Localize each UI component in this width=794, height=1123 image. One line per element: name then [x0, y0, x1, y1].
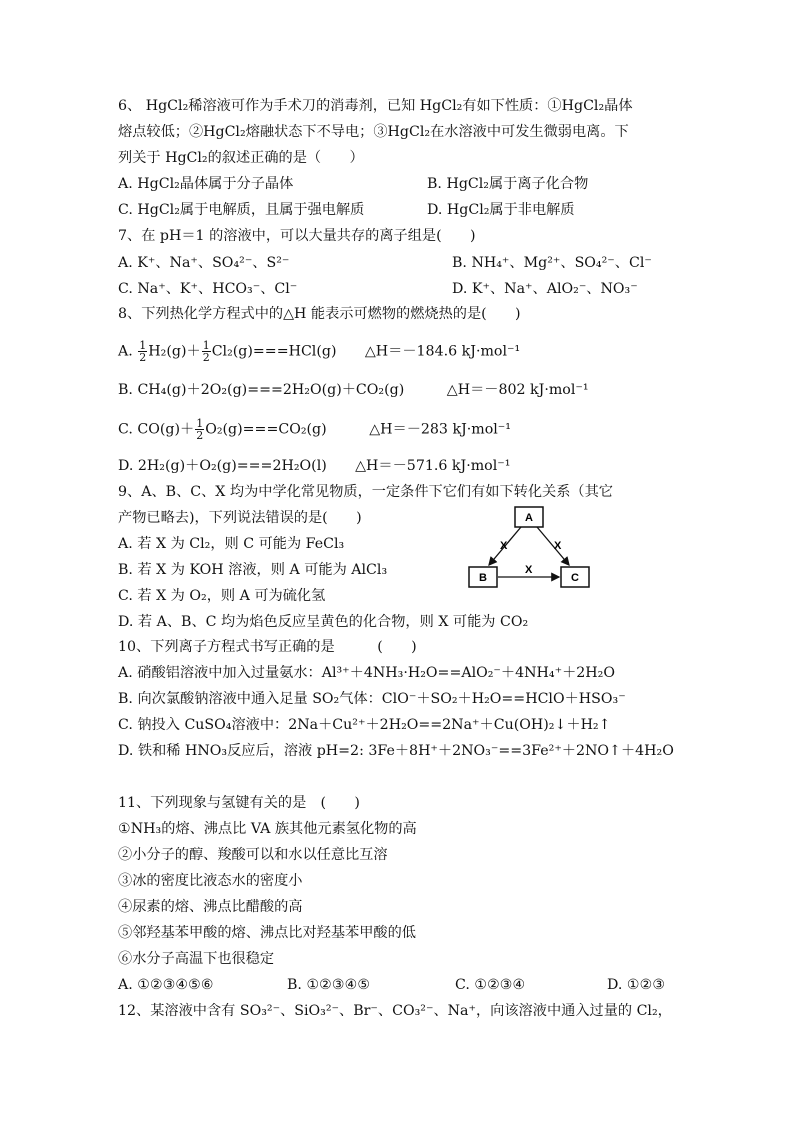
q11-item-3: ③冰的密度比液态水的密度小: [118, 873, 303, 889]
q8-c-part1: C. CO(g)＋: [118, 421, 195, 438]
q11-item-2: ②小分子的醇、羧酸可以和水以任意比互溶: [118, 847, 388, 863]
q7-option-c: C. Na⁺、K⁺、HCO₃⁻、Cl⁻: [118, 281, 298, 297]
q8-a-part2: Cl₂(g)===HCl(g) △H＝－184.6 kJ·mol⁻¹: [211, 343, 521, 360]
q8-option-a: [118, 340, 520, 363]
q9-stem-line-1: 9、A、B、C、X 均为中学化常见物质，一定条件下它们有如下转化关系（其它: [118, 484, 613, 500]
q11-stem: 11、下列现象与氢键有关的是 ( ): [118, 795, 360, 811]
q6-option-d: D. HgCl₂属于非电解质: [427, 202, 575, 218]
edge-ac-label: X: [554, 540, 562, 552]
q11-option-d: D. ①②③: [607, 977, 666, 993]
fraction-half: [202, 340, 211, 363]
q9-option-b: B. 若 X 为 KOH 溶液，则 A 可能为 AlCl₃: [118, 562, 388, 578]
q8-a-part1: H₂(g)＋: [148, 343, 201, 360]
q10-stem: 10、下列离子方程式书写正确的是 ( ): [118, 639, 417, 655]
q8-option-d: D. 2H₂(g)＋O₂(g)===2H₂O(l) △H＝－571.6 kJ·mol⁻¹: [118, 458, 511, 474]
q11-option-a: A. ①②③④⑤⑥: [118, 977, 214, 993]
q11-item-6: ⑥水分子高温下也很稳定: [118, 951, 275, 967]
q11-option-b: B. ①②③④⑤: [287, 977, 371, 993]
q9-option-a: A. 若 X 为 Cl₂，则 C 可能为 FeCl₃: [118, 536, 345, 552]
node-b-label: B: [479, 572, 487, 584]
q6-option-c: C. HgCl₂属于电解质，且属于强电解质: [118, 202, 365, 218]
q7-option-b: B. NH₄⁺、Mg²⁺、SO₄²⁻、Cl⁻: [452, 255, 652, 271]
q7-option-a: A. K⁺、Na⁺、SO₄²⁻、S²⁻: [118, 255, 290, 271]
node-c-label: C: [571, 572, 579, 584]
q9-stem-line-2: 产物已略去)，下列说法错误的是( ): [118, 510, 362, 526]
q8-stem: 8、下列热化学方程式中的△H 能表示可燃物的燃烧热的是( ): [118, 306, 521, 322]
q10-option-c: C. 钠投入 CuSO₄溶液中：2Na＋Cu²⁺＋2H₂O==2Na⁺＋Cu(OH)₂↓＋H₂↑: [118, 717, 611, 733]
q8-option-c: [118, 418, 511, 441]
q7-stem: 7、在 pH＝1 的溶液中，可以大量共存的离子组是( ): [118, 228, 476, 244]
q10-option-a: A. 硝酸铝溶液中加入过量氨水：Al³⁺＋4NH₃·H₂O==AlO₂⁻＋4NH₄⁺＋2H₂O: [118, 665, 616, 681]
fraction-half: [195, 418, 204, 441]
fraction-denominator: 2: [196, 429, 204, 442]
q8-c-part2: O₂(g)===CO₂(g) △H＝－283 kJ·mol⁻¹: [205, 421, 511, 438]
q9-option-c: C. 若 X 为 O₂，则 A 可为硫化氢: [118, 588, 326, 604]
q11-item-1: ①NH₃的熔、沸点比 VA 族其他元素氢化物的高: [118, 821, 417, 837]
q11-item-4: ④尿素的熔、沸点比醋酸的高: [118, 899, 303, 915]
q6-stem-line-3: 列关于 HgCl₂的叙述正确的是（ ）: [118, 150, 364, 166]
edge-ab-label: X: [500, 540, 508, 552]
q6-option-a: A. HgCl₂晶体属于分子晶体: [118, 176, 294, 192]
q10-option-b: B. 向次氯酸钠溶液中通入足量 SO₂气体：ClO⁻＋SO₂＋H₂O==HClO＋HSO₃⁻: [118, 691, 626, 707]
node-a-label: A: [525, 512, 533, 524]
fraction-numerator: 1: [196, 417, 204, 430]
fraction-denominator: 2: [202, 351, 210, 364]
q12-stem: 12、某溶液中含有 SO₃²⁻、SiO₃²⁻、Br⁻、CO₃²⁻、Na⁺，向该溶液中通入过量的 Cl₂，: [118, 1003, 672, 1019]
fraction-denominator: 2: [139, 351, 147, 364]
fraction-numerator: 1: [202, 339, 210, 352]
fraction-numerator: 1: [139, 339, 147, 352]
q7-option-d: D. K⁺、Na⁺、AlO₂⁻、NO₃⁻: [452, 281, 638, 297]
q9-conversion-diagram: [465, 505, 595, 593]
fraction-half: [138, 340, 147, 363]
q6-option-b: B. HgCl₂属于离子化合物: [427, 176, 589, 192]
q6-stem-line-2: 熔点较低；②HgCl₂熔融状态下不导电；③HgCl₂在水溶液中可发生微弱电离。下: [118, 124, 629, 140]
edge-bc-label: X: [525, 564, 533, 576]
q11-item-5: ⑤邻羟基苯甲酸的熔、沸点比对羟基苯甲酸的低: [118, 925, 416, 941]
q10-option-d: D. 铁和稀 HNO₃反应后，溶液 pH=2: 3Fe＋8H⁺＋2NO₃⁻==3Fe²⁺＋2NO↑＋4H₂O: [118, 743, 674, 759]
q8-a-label: A.: [118, 343, 133, 360]
q11-option-c: C. ①②③④: [455, 977, 526, 993]
q6-stem-line-1: 6、 HgCl₂稀溶液可作为手术刀的消毒剂，已知 HgCl₂有如下性质：①HgCl₂晶体: [118, 98, 633, 114]
q9-option-d: D. 若 A、B、C 均为焰色反应呈黄色的化合物，则 X 可能为 CO₂: [118, 614, 529, 630]
q8-option-b: B. CH₄(g)＋2O₂(g)===2H₂O(g)＋CO₂(g) △H＝－802 kJ·mol⁻¹: [118, 382, 589, 398]
arrow-a-to-c: [537, 527, 569, 565]
